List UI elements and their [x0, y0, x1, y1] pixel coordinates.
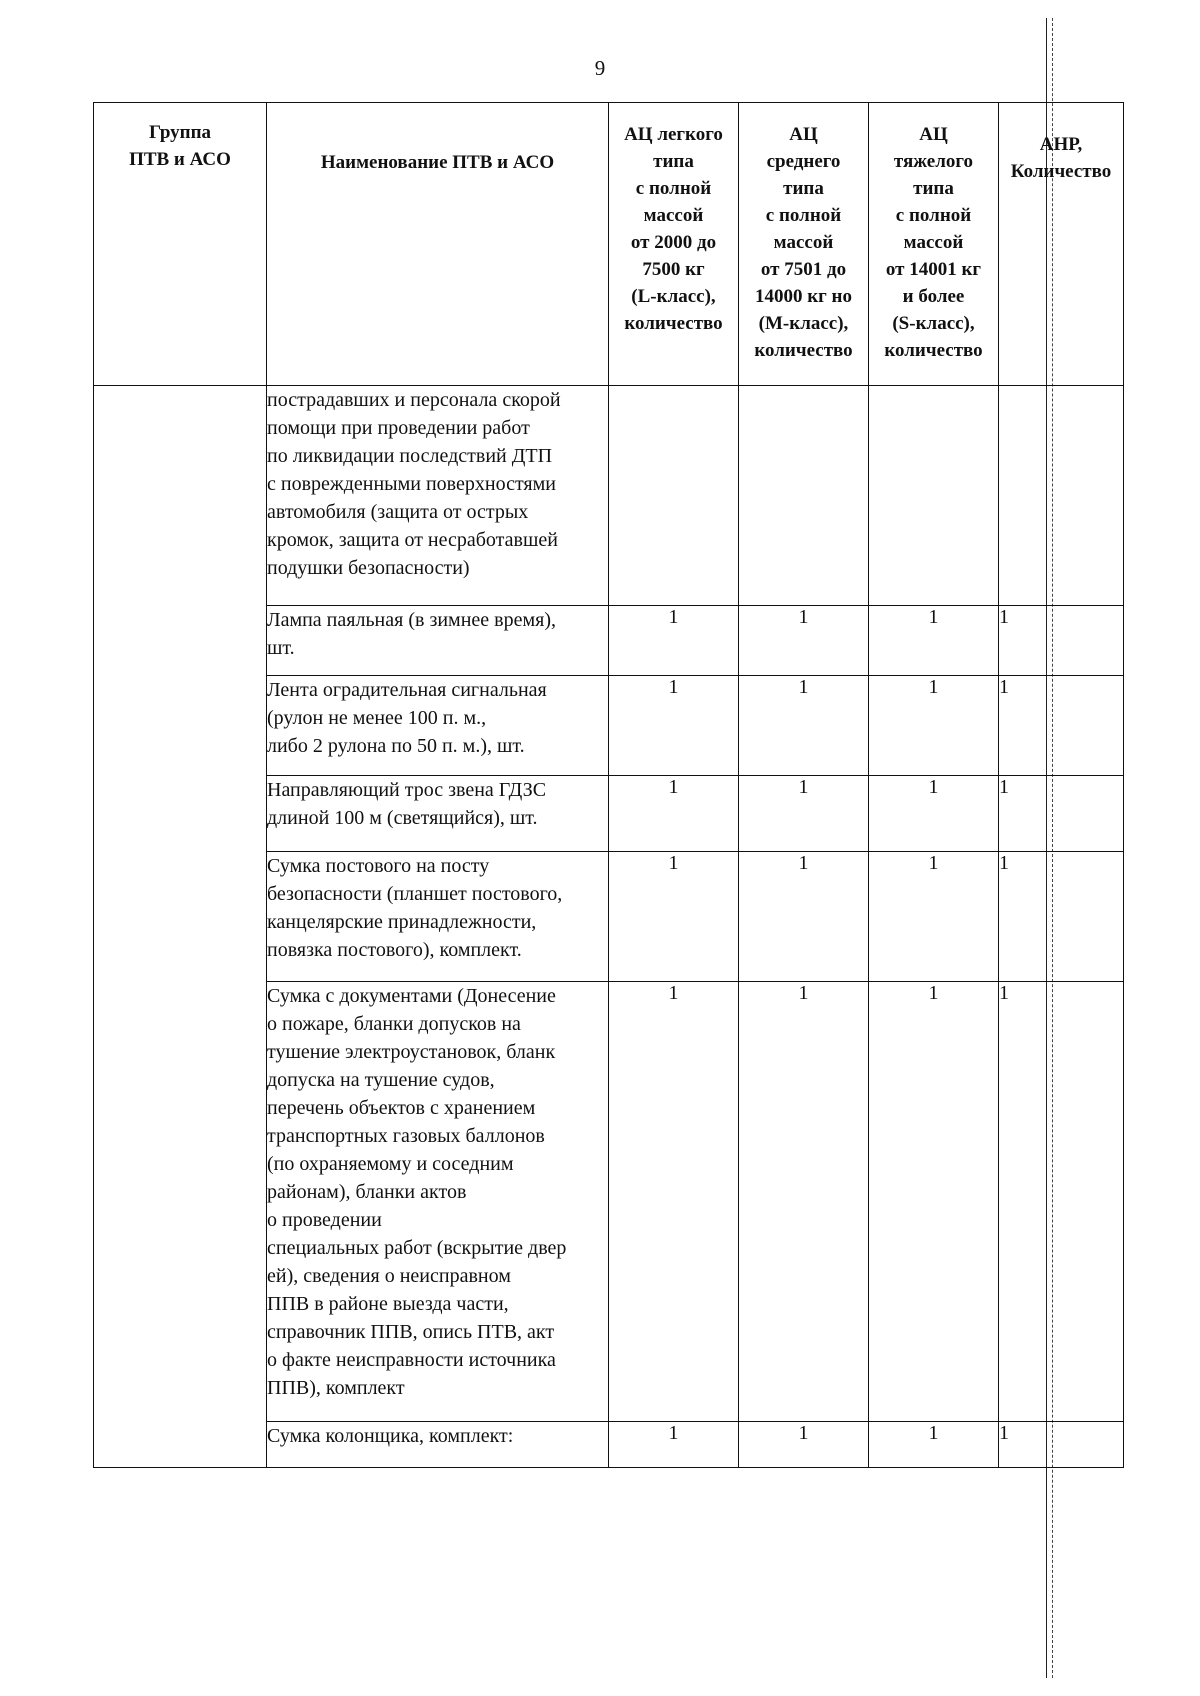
- qty-light-cell: [609, 386, 739, 606]
- qty-medium-cell: [739, 386, 869, 606]
- qty-medium-cell: 1: [739, 606, 869, 676]
- text-line: количество: [884, 340, 983, 361]
- qty-light-cell: 1: [609, 982, 739, 1422]
- text-line: транспортных газовых баллонов: [267, 1125, 545, 1147]
- header-medium-class: [739, 103, 869, 386]
- text-line: 14000 кг но: [754, 286, 853, 307]
- text-line: Лента оградительная сигнальная: [267, 679, 547, 701]
- header-heavy-class: [869, 103, 999, 386]
- text-line: либо 2 рулона по 50 п. м.), шт.: [267, 735, 525, 757]
- qty-medium-cell: 1: [739, 982, 869, 1422]
- text-line: типа: [783, 178, 824, 199]
- qty-light-cell: 1: [609, 1422, 739, 1468]
- text-line: с полной: [635, 178, 712, 199]
- text-line: автомобиля (защита от острых: [267, 501, 529, 523]
- text-line: шт.: [267, 637, 295, 659]
- text-line: массой: [773, 232, 834, 253]
- text-line: с полной: [765, 205, 842, 226]
- text-line: количество: [754, 340, 853, 361]
- text-line: ППВ), комплект: [267, 1377, 405, 1399]
- text-line: ППВ в районе выезда части,: [267, 1293, 509, 1315]
- text-line: Направляющий трос звена ГДЗС: [267, 779, 547, 801]
- text-line: количество: [624, 313, 723, 334]
- qty-heavy-cell: 1: [869, 1422, 999, 1468]
- text-line: длиной 100 м (светящийся), шт.: [267, 807, 538, 829]
- text-line: Наименование ПТВ и АСО: [320, 152, 555, 173]
- text-line: кромок, защита от несработавшей: [267, 529, 558, 551]
- item-name-cell: [267, 982, 609, 1422]
- text-line: Сумка колонщика, комплект:: [267, 1425, 514, 1447]
- text-line: с поврежденными поверхностями: [267, 473, 556, 495]
- header-group: [94, 103, 267, 386]
- text-line: типа: [653, 151, 694, 172]
- text-line: помощи при проведении работ: [267, 417, 530, 439]
- text-line: безопасности (планшет постового,: [267, 883, 563, 905]
- header-light-class: [609, 103, 739, 386]
- qty-light-cell: 1: [609, 676, 739, 776]
- text-line: тяжелого: [893, 151, 974, 172]
- text-line: Лампа паяльная (в зимнее время),: [267, 609, 556, 631]
- equipment-table: [93, 102, 1124, 1468]
- item-name-cell: [267, 1422, 609, 1468]
- text-line: ПТВ и АСО: [129, 149, 231, 170]
- text-line: ей), сведения о неисправном: [267, 1265, 511, 1287]
- text-line: Группа: [148, 122, 212, 143]
- table-header-row: [94, 103, 1124, 386]
- text-line: АЦ легкого: [624, 124, 723, 145]
- qty-medium-cell: 1: [739, 676, 869, 776]
- qty-light-cell: 1: [609, 606, 739, 676]
- qty-heavy-cell: [869, 386, 999, 606]
- item-name-cell: [267, 676, 609, 776]
- qty-anr-cell: 1: [999, 676, 1124, 776]
- text-line: 7500 кг: [642, 259, 705, 280]
- text-line: районам), бланки актов: [267, 1181, 467, 1203]
- qty-anr-cell: [999, 386, 1124, 606]
- text-line: от 14001 кг: [885, 259, 982, 280]
- text-line: среднего: [766, 151, 841, 172]
- text-line: о проведении: [267, 1209, 382, 1231]
- text-line: о факте неисправности источника: [267, 1349, 556, 1371]
- qty-medium-cell: 1: [739, 1422, 869, 1468]
- group-cell: [94, 386, 267, 1468]
- header-anr: [999, 103, 1124, 386]
- text-line: канцелярские принадлежности,: [267, 911, 537, 933]
- text-line: (рулон не менее 100 п. м.,: [267, 707, 487, 729]
- qty-heavy-cell: 1: [869, 676, 999, 776]
- text-line: от 2000 до: [630, 232, 717, 253]
- item-name-cell: [267, 776, 609, 852]
- text-line: повязка постового), комплект.: [267, 939, 522, 961]
- text-line: Количество: [1010, 161, 1112, 182]
- table-body: [94, 386, 1124, 1468]
- qty-anr-cell: 1: [999, 606, 1124, 676]
- qty-heavy-cell: 1: [869, 852, 999, 982]
- text-line: перечень объектов с хранением: [267, 1097, 536, 1119]
- text-line: и более: [902, 286, 965, 307]
- text-line: допуска на тушение судов,: [267, 1069, 495, 1091]
- item-name-cell: [267, 852, 609, 982]
- qty-heavy-cell: 1: [869, 606, 999, 676]
- qty-heavy-cell: 1: [869, 982, 999, 1422]
- text-line: с полной: [895, 205, 972, 226]
- text-line: тушение электроустановок, бланк: [267, 1041, 556, 1063]
- text-line: (L-класс),: [631, 286, 716, 307]
- text-line: АЦ: [919, 124, 948, 145]
- text-line: АНР,: [1039, 134, 1083, 155]
- text-line: типа: [913, 178, 954, 199]
- text-line: АЦ: [789, 124, 818, 145]
- qty-light-cell: 1: [609, 852, 739, 982]
- qty-heavy-cell: 1: [869, 776, 999, 852]
- text-line: (S-класс),: [892, 313, 975, 334]
- text-line: массой: [903, 232, 964, 253]
- text-line: пострадавших и персонала скорой: [267, 389, 561, 411]
- text-line: (по охраняемому и соседним: [267, 1153, 514, 1175]
- header-name: [267, 103, 609, 386]
- item-name-cell: [267, 606, 609, 676]
- qty-medium-cell: 1: [739, 852, 869, 982]
- text-line: специальных работ (вскрытие двер: [267, 1237, 567, 1259]
- text-line: массой: [643, 205, 704, 226]
- qty-anr-cell: 1: [999, 1422, 1124, 1468]
- page-number: 9: [594, 56, 606, 80]
- item-name-cell: [267, 386, 609, 606]
- qty-anr-cell: 1: [999, 776, 1124, 852]
- text-line: от 7501 до: [760, 259, 847, 280]
- text-line: о пожаре, бланки допусков на: [267, 1013, 521, 1035]
- text-line: подушки безопасности): [267, 557, 470, 579]
- text-line: Сумка с документами (Донесение: [267, 985, 556, 1007]
- qty-anr-cell: 1: [999, 982, 1124, 1422]
- text-line: Сумка постового на посту: [267, 855, 490, 877]
- text-line: справочник ППВ, опись ПТВ, акт: [267, 1321, 555, 1343]
- qty-medium-cell: 1: [739, 776, 869, 852]
- text-line: (М-класс),: [758, 313, 849, 334]
- table-row: [94, 386, 1124, 606]
- qty-anr-cell: 1: [999, 852, 1124, 982]
- qty-light-cell: 1: [609, 776, 739, 852]
- text-line: по ликвидации последствий ДТП: [267, 445, 553, 467]
